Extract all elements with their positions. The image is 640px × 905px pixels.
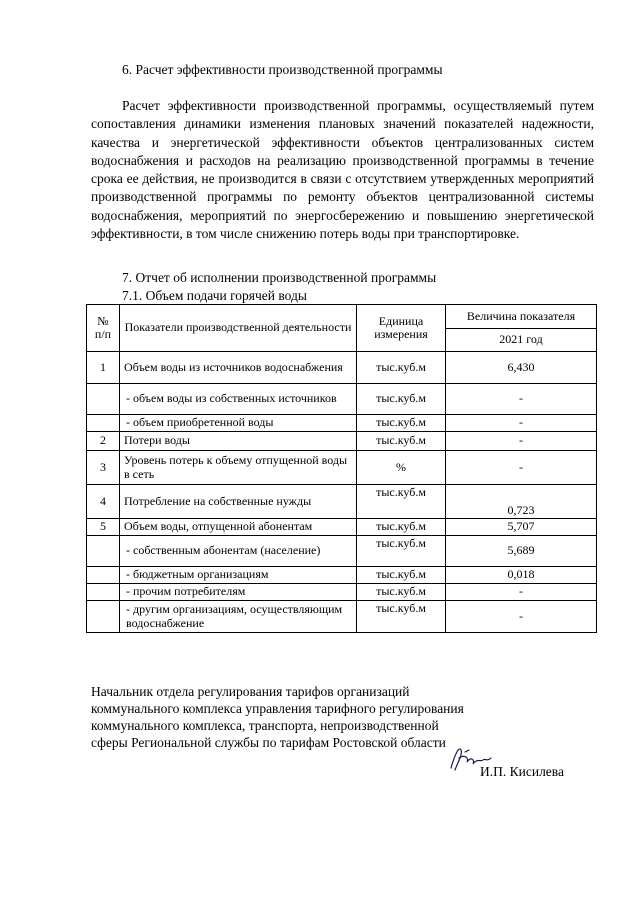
row-indicator: - объем воды из собственных источников — [120, 384, 357, 415]
row-unit: тыс.куб.м — [357, 415, 446, 432]
row-indicator: Уровень потерь к объему отпущенной воды в сеть — [120, 451, 357, 485]
row-unit: тыс.куб.м — [357, 584, 446, 601]
row-num: 4 — [87, 485, 120, 519]
row-unit: тыс.куб.м — [357, 519, 446, 536]
row-value: - — [446, 451, 597, 485]
section-6-paragraph: Расчет эффективности производственной программы, осуществляемый путем сопоставления динамики изменения плановых значений показателей надежности, качества и энергетической эффективности объектов централизованных систем водоснабжения и расходов на реализацию производственной программы в течение срока ее действия, не производится в связи с отсутствием утвержденных мероприятий производственной программы по ремонту объектов централизованной системы водоснабжения, мероприятий по энергосбережению и повышению энергетической эффективности, в том числе снижению потерь воды при транспортировке. — [91, 98, 594, 242]
row-num — [87, 384, 120, 415]
table-row — [87, 536, 597, 567]
row-unit: тыс.куб.м — [357, 432, 446, 451]
row-indicator: Объем воды, отпущенной абонентам — [120, 519, 357, 536]
row-num: 2 — [87, 432, 120, 451]
header-year: 2021 год — [446, 328, 597, 352]
header-unit: Единица измерения — [357, 305, 446, 352]
row-value: 0,018 — [446, 567, 597, 584]
row-unit: % — [357, 451, 446, 485]
table-header-row — [87, 305, 597, 329]
table-row — [87, 451, 597, 485]
row-indicator: Потребление на собственные нужды — [120, 485, 357, 519]
row-indicator: - объем приобретенной воды — [120, 415, 357, 432]
header-value-group: Величина показателя — [446, 305, 597, 329]
row-value: 5,689 — [446, 536, 597, 567]
row-indicator: Объем воды из источников водоснабжения — [120, 352, 357, 384]
row-unit: тыс.куб.м — [357, 536, 446, 567]
row-unit: тыс.куб.м — [357, 567, 446, 584]
row-indicator: - прочим потребителям — [120, 584, 357, 601]
row-num: 3 — [87, 451, 120, 485]
row-value: - — [446, 601, 597, 633]
section-6-title: 6. Расчет эффективности производственной программы — [122, 62, 443, 77]
row-num — [87, 415, 120, 432]
table-row — [87, 352, 597, 384]
row-num — [87, 567, 120, 584]
table-row — [87, 567, 597, 584]
header-indicator: Показатели производственной деятельности — [120, 305, 357, 352]
row-indicator: Потери воды — [120, 432, 357, 451]
row-unit: тыс.куб.м — [357, 485, 446, 519]
signatory-name: И.П. Кисилева — [480, 764, 564, 779]
row-num — [87, 601, 120, 633]
row-num — [87, 584, 120, 601]
section-7-title: 7. Отчет об исполнении производственной программы — [122, 270, 437, 285]
water-supply-table — [86, 304, 597, 633]
row-indicator: - бюджетным организациям — [120, 567, 357, 584]
row-num — [87, 536, 120, 567]
table-row — [87, 519, 597, 536]
section-7-1-title: 7.1. Объем подачи горячей воды — [122, 288, 307, 303]
table-row — [87, 415, 597, 432]
row-value: - — [446, 584, 597, 601]
table-row — [87, 432, 597, 451]
table-row — [87, 584, 597, 601]
table-row — [87, 485, 597, 519]
row-unit: тыс.куб.м — [357, 352, 446, 384]
header-num: № п/п — [87, 305, 120, 352]
signatory-position: Начальник отдела регулирования тарифов организаций коммунального комплекса управления тарифного регулирования коммунального комплекса, транспорта, непроизводственной сферы Региональной службы по тарифам Ростовской области — [91, 684, 464, 750]
row-unit: тыс.куб.м — [357, 384, 446, 415]
row-num: 5 — [87, 519, 120, 536]
row-value: - — [446, 432, 597, 451]
row-value: 6,430 — [446, 352, 597, 384]
table-row — [87, 384, 597, 415]
row-unit: тыс.куб.м — [357, 601, 446, 633]
row-value: 5,707 — [446, 519, 597, 536]
row-indicator: - другим организациям, осуществляющим водоснабжение — [120, 601, 357, 633]
row-value: 0,723 — [446, 485, 597, 519]
row-value: - — [446, 415, 597, 432]
row-indicator: - собственным абонентам (население) — [120, 536, 357, 567]
table-row — [87, 601, 597, 633]
row-num: 1 — [87, 352, 120, 384]
row-value: - — [446, 384, 597, 415]
